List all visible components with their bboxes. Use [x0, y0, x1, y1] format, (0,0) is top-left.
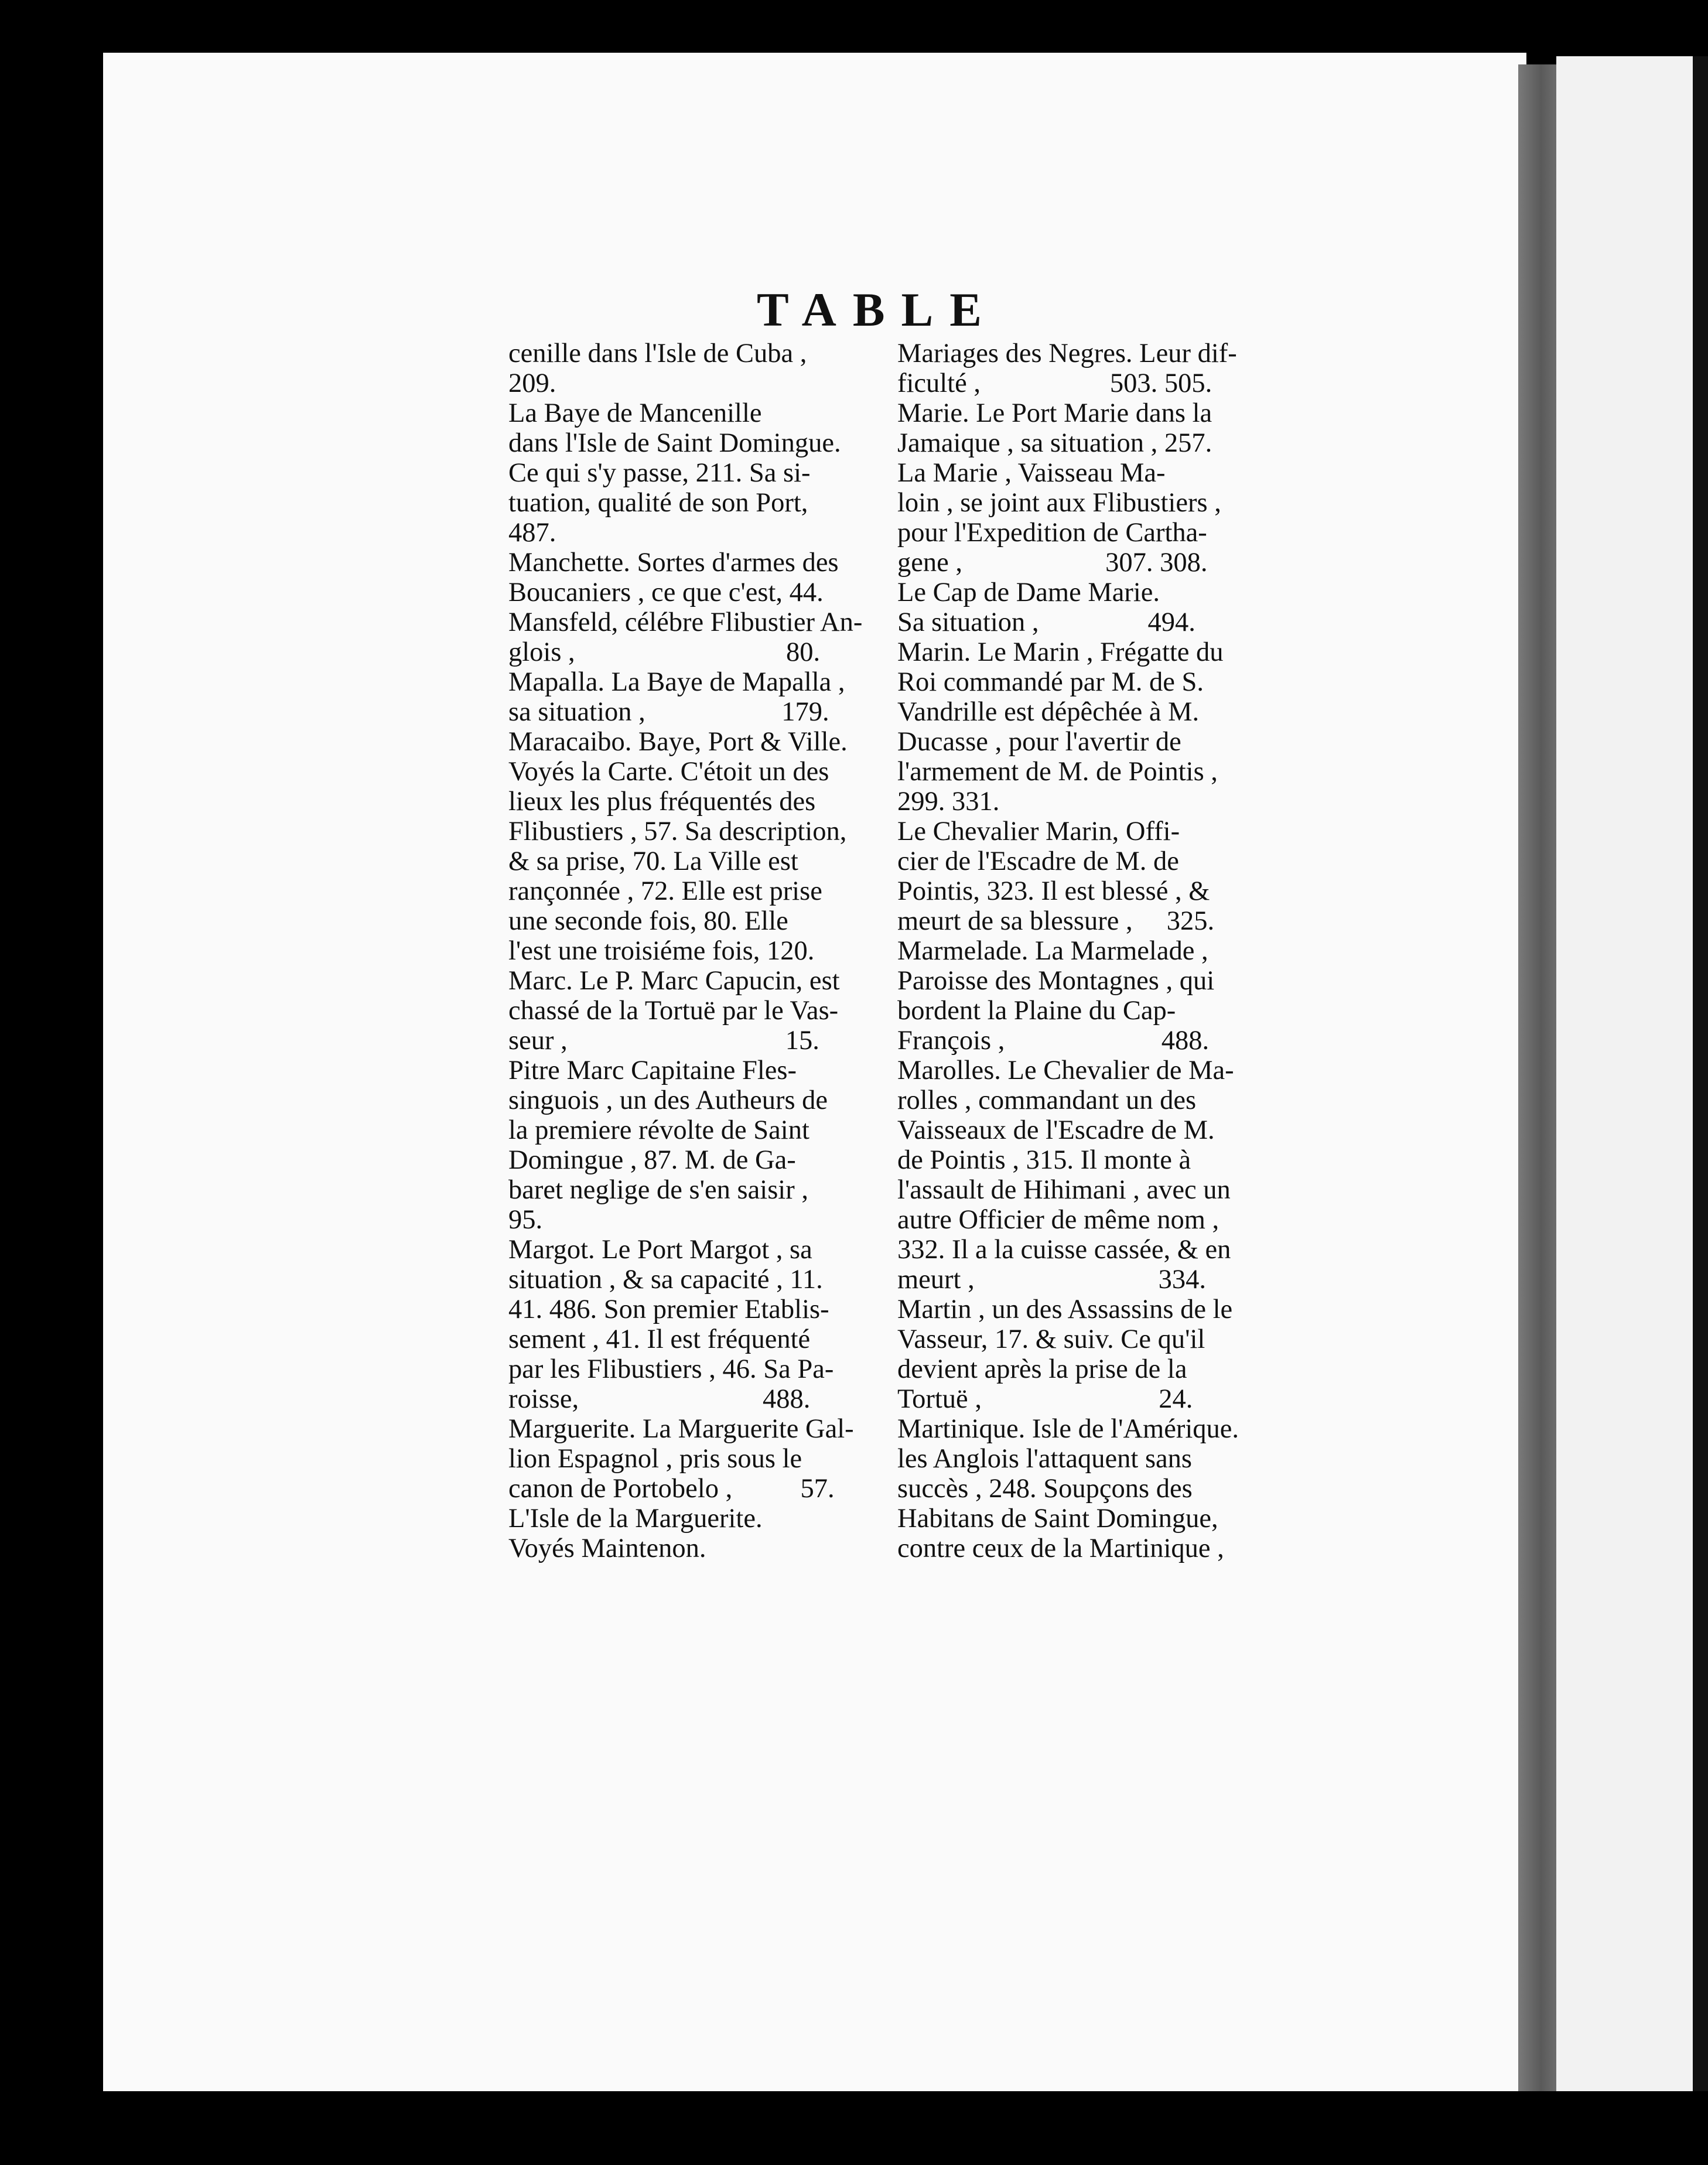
index-line: cenille dans l'Isle de Cuba , — [508, 339, 807, 368]
index-line: Jamaique , sa situation , 257. — [897, 428, 1212, 458]
index-line: Voyés la Carte. C'étoit un des — [508, 757, 829, 787]
index-line: gene , 307. 308. — [897, 548, 1208, 578]
index-line: sement , 41. Il est fréquenté — [508, 1324, 811, 1354]
index-line: Domingue , 87. M. de Ga- — [508, 1145, 796, 1175]
index-line: roisse, 488. — [508, 1384, 811, 1414]
scan-border — [1693, 56, 1708, 2091]
index-line: Mansfeld, célébre Flibustier An- — [508, 607, 863, 637]
index-line: succès , 248. Soupçons des — [897, 1474, 1193, 1504]
index-line: meurt , 334. — [897, 1265, 1206, 1295]
index-line: l'assault de Hihimani , avec un — [897, 1175, 1231, 1205]
index-line: Vasseur, 17. & suiv. Ce qu'il — [897, 1324, 1205, 1354]
index-column-left — [508, 339, 872, 1563]
index-line: singuois , un des Autheurs de — [508, 1085, 828, 1115]
index-line: Martin , un des Assassins de le — [897, 1295, 1233, 1324]
index-line: rançonnée , 72. Elle est prise — [508, 876, 822, 906]
index-line: Mariages des Negres. Leur dif- — [897, 339, 1237, 368]
index-line: rolles , commandant un des — [897, 1085, 1197, 1115]
index-line: L'Isle de la Marguerite. — [508, 1504, 763, 1534]
index-line: Vaisseaux de l'Escadre de M. — [897, 1115, 1215, 1145]
index-line: Vandrille est dépêchée à M. — [897, 697, 1200, 727]
index-line: 95. — [508, 1205, 543, 1235]
index-line: de Pointis , 315. Il monte à — [897, 1145, 1191, 1175]
page-gutter — [1518, 64, 1556, 2091]
index-line: cier de l'Escadre de M. de — [897, 846, 1179, 876]
index-line: contre ceux de la Martinique , — [897, 1534, 1224, 1563]
index-line: lieux les plus fréquentés des — [508, 787, 816, 817]
index-line: pour l'Expedition de Cartha- — [897, 518, 1207, 548]
index-line: Marolles. Le Chevalier de Ma- — [897, 1056, 1234, 1085]
index-line: Margot. Le Port Margot , sa — [508, 1235, 812, 1265]
index-line: Le Cap de Dame Marie. — [897, 578, 1160, 607]
index-line: Boucaniers , ce que c'est, 44. — [508, 578, 824, 607]
index-line: devient après la prise de la — [897, 1354, 1187, 1384]
index-line: Tortuë , 24. — [897, 1384, 1193, 1414]
index-line: Sa situation , 494. — [897, 607, 1195, 637]
index-line: 332. Il a la cuisse cassée, & en — [897, 1235, 1231, 1265]
index-line: Paroisse des Montagnes , qui — [897, 966, 1215, 996]
index-line: Pitre Marc Capitaine Fles- — [508, 1056, 797, 1085]
index-line: Mapalla. La Baye de Mapalla , — [508, 667, 845, 697]
index-line: seur , 15. — [508, 1026, 819, 1056]
index-line: sa situation , 179. — [508, 697, 829, 727]
index-line: Marmelade. La Marmelade , — [897, 936, 1208, 966]
index-line: Flibustiers , 57. Sa description, — [508, 817, 847, 846]
index-line: Le Chevalier Marin, Offi- — [897, 817, 1180, 846]
index-line: & sa prise, 70. La Ville est — [508, 846, 798, 876]
index-line: par les Flibustiers , 46. Sa Pa- — [508, 1354, 834, 1384]
page-title: TABLE — [757, 283, 998, 336]
index-line: l'armement de M. de Pointis , — [897, 757, 1218, 787]
index-line: dans l'Isle de Saint Domingue. — [508, 428, 841, 458]
index-line: bordent la Plaine du Cap- — [897, 996, 1176, 1026]
index-line: Marguerite. La Marguerite Gal- — [508, 1414, 854, 1444]
index-line: baret neglige de s'en saisir , — [508, 1175, 808, 1205]
index-line: lion Espagnol , pris sous le — [508, 1444, 802, 1474]
index-line: tuation, qualité de son Port, — [508, 488, 808, 518]
index-line: Marie. Le Port Marie dans la — [897, 398, 1212, 428]
index-line: Martinique. Isle de l'Amérique. — [897, 1414, 1239, 1444]
index-line: 209. — [508, 368, 556, 398]
index-line: Habitans de Saint Domingue, — [897, 1504, 1218, 1534]
index-line: autre Officier de même nom , — [897, 1205, 1219, 1235]
index-line: Pointis, 323. Il est blessé , & — [897, 876, 1210, 906]
index-line: loin , se joint aux Flibustiers , — [897, 488, 1221, 518]
index-line: Roi commandé par M. de S. — [897, 667, 1204, 697]
index-line: meurt de sa blessure , 325. — [897, 906, 1215, 936]
index-line: une seconde fois, 80. Elle — [508, 906, 788, 936]
index-line: Marin. Le Marin , Frégatte du — [897, 637, 1224, 667]
index-line: 299. 331. — [897, 787, 1000, 817]
index-line: La Marie , Vaisseau Ma- — [897, 458, 1166, 488]
index-line: Ducasse , pour l'avertir de — [897, 727, 1181, 757]
facing-page-edge — [1556, 56, 1697, 2091]
index-line: Marc. Le P. Marc Capucin, est — [508, 966, 840, 996]
index-line: François , 488. — [897, 1026, 1210, 1056]
index-line: la premiere révolte de Saint — [508, 1115, 809, 1145]
index-line: Voyés Maintenon. — [508, 1534, 706, 1563]
index-line: La Baye de Mancenille — [508, 398, 762, 428]
index-line: chassé de la Tortuë par le Vas- — [508, 996, 839, 1026]
index-line: 41. 486. Son premier Etablis- — [508, 1295, 829, 1324]
index-line: Ce qui s'y passe, 211. Sa si- — [508, 458, 811, 488]
index-column-right — [897, 339, 1289, 1563]
index-line: Maracaibo. Baye, Port & Ville. — [508, 727, 848, 757]
index-line: l'est une troisiéme fois, 120. — [508, 936, 815, 966]
index-line: canon de Portobelo , 57. — [508, 1474, 835, 1504]
index-line: glois , 80. — [508, 637, 821, 667]
index-line: situation , & sa capacité , 11. — [508, 1265, 823, 1295]
index-line: Manchette. Sortes d'armes des — [508, 548, 839, 578]
index-line: ficulté , 503. 505. — [897, 368, 1212, 398]
index-line: les Anglois l'attaquent sans — [897, 1444, 1193, 1474]
index-line: 487. — [508, 518, 556, 548]
